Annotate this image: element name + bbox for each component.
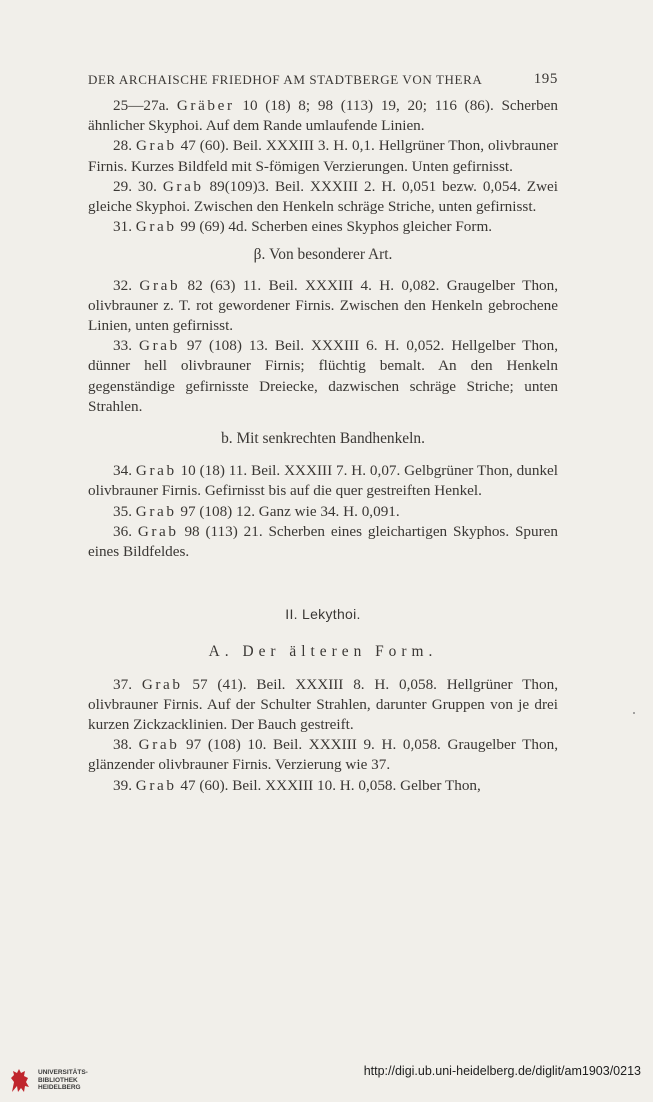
running-header <box>88 72 558 88</box>
entry-keyword: Grab <box>135 502 177 520</box>
entry-25 <box>88 96 558 136</box>
entry-keyword: Grab <box>135 137 177 155</box>
speck <box>633 712 635 714</box>
entry-keyword: Grab <box>139 276 181 294</box>
library-line-3: HEIDELBERG <box>38 1084 81 1092</box>
entry-keyword: Grab <box>137 522 179 540</box>
entry-text: 47 (60). Beil. XXXIII 10. H. 0,058. Gelber Thon, <box>180 776 481 794</box>
entry-text: 97 (108) 10. Beil. XXXIII 9. H. 0,058. Graugelber Thon, glänzender olivbrauner Firnis. Verzierung wie 37. <box>88 736 559 774</box>
heidelberg-lion-icon <box>8 1066 34 1094</box>
entry-number: 35. <box>113 502 132 520</box>
entry-37 <box>88 675 558 736</box>
subheading-b: b. Mit senkrechten Bandhenkeln. <box>221 430 425 448</box>
entry-keyword: Grab <box>135 776 177 794</box>
section-title: II. Lekythoi. <box>285 606 361 623</box>
subheading-beta: β. Von besonderer Art. <box>253 246 393 264</box>
page-number: 195 <box>533 71 558 87</box>
entry-number: 25—27a. <box>113 97 170 114</box>
library-line-2: BIBLIOTHEK <box>38 1076 78 1084</box>
entry-text: 98 (113) 21. Scherben eines gleichartigen Skyphos. Spuren eines Bildfeldes. <box>88 522 558 561</box>
entry-keyword: Grab <box>139 337 180 355</box>
entry-text: 97 (108) 13. Beil. XXXIII 6. H. 0,052. Hellgelber Thon, dünner hell olivbrauner Firnis; flüchtig bemalt. An den Henkeln gegenständige gefirnisste Dreiecke, dazwischen schräge Striche; unten Strahlen. <box>88 337 559 415</box>
entry-number: 33. <box>113 337 132 355</box>
entry-text: 10 (18) 11. Beil. XXXIII 7. H. 0,07. Gelbgrüner Thon, dunkel olivbrauner Firnis. Gefirnisst bis auf die quer gestreiften Henkel. <box>88 462 559 500</box>
entry-text: 97 (108) 12. Ganz wie 34. H. 0,091. <box>180 502 400 520</box>
entry-keyword: Gräber <box>176 97 235 114</box>
entry-29 <box>88 177 558 217</box>
body-text <box>88 96 558 796</box>
entry-number: 34. <box>113 462 132 480</box>
entry-text: 99 (69) 4d. Scherben eines Skyphos gleicher Form. <box>180 218 493 236</box>
running-title: DER ARCHAISCHE FRIEDHOF AM STADTBERGE VON THERA <box>88 72 483 87</box>
entry-39 <box>88 776 558 796</box>
entry-number: 37. <box>113 675 132 693</box>
entry-keyword: Grab <box>138 736 180 754</box>
entry-38 <box>88 735 558 775</box>
entry-31 <box>88 217 558 237</box>
library-line-1: UNIVERSITÄTS- <box>38 1069 88 1076</box>
entry-keyword: Grab <box>162 177 204 195</box>
entry-number: 38. <box>113 736 132 754</box>
entry-keyword: Grab <box>135 462 177 480</box>
entry-keyword: Grab <box>135 218 177 236</box>
entry-35 <box>88 502 558 522</box>
entry-36 <box>88 522 558 562</box>
subheading-A: A. Der älteren Form. <box>208 643 438 661</box>
entry-keyword: Grab <box>141 675 183 693</box>
library-logo <box>8 1066 128 1096</box>
entry-text: 10 (18) 8; 98 (113) 19, 20; 116 (86). Scherben ähnlicher Skyphoi. Auf dem Rande umlaufende Linien. <box>88 97 558 135</box>
entry-32 <box>88 276 558 337</box>
entry-text: 89(109)3. Beil. XXXIII 2. H. 0,051 bezw. 0,054. Zwei gleiche Skyphoi. Zwischen den Henkeln schräge Striche, unten gefirnisst. <box>88 177 559 216</box>
entry-number: 28. <box>113 137 132 155</box>
entry-number: 36. <box>113 522 132 540</box>
permalink-url[interactable]: http://digi.ub.uni-heidelberg.de/diglit/am1903/0213 <box>363 1064 641 1078</box>
entry-text: 57 (41). Beil. XXXIII 8. H. 0,058. Hellgrüner Thon, olivbrauner Firnis. Auf der Schulter Strahlen, darunter Gruppen von je drei kurzen Zickzacklinien. Der Bauch gestreift. <box>88 675 558 734</box>
entry-number: 32. <box>113 276 132 294</box>
entry-number: 31. <box>113 218 132 236</box>
entry-text: 82 (63) 11. Beil. XXXIII 4. H. 0,082. Graugelber Thon, olivbrauner z. T. rot gewordener Firnis. Zwischen den Henkeln gebrochene Linien, unten gefirnisst. <box>88 276 559 335</box>
entry-text: 47 (60). Beil. XXXIII 3. H. 0,1. Hellgrüner Thon, olivbrauner Firnis. Kurzes Bildfeld mit S-fömigen Verzierungen. Unten gefirnisst. <box>88 137 558 175</box>
entry-number: 39. <box>113 776 132 794</box>
entry-28 <box>88 136 558 176</box>
entry-33 <box>88 336 558 417</box>
entry-34 <box>88 461 558 501</box>
entry-number: 29. 30. <box>113 177 157 195</box>
